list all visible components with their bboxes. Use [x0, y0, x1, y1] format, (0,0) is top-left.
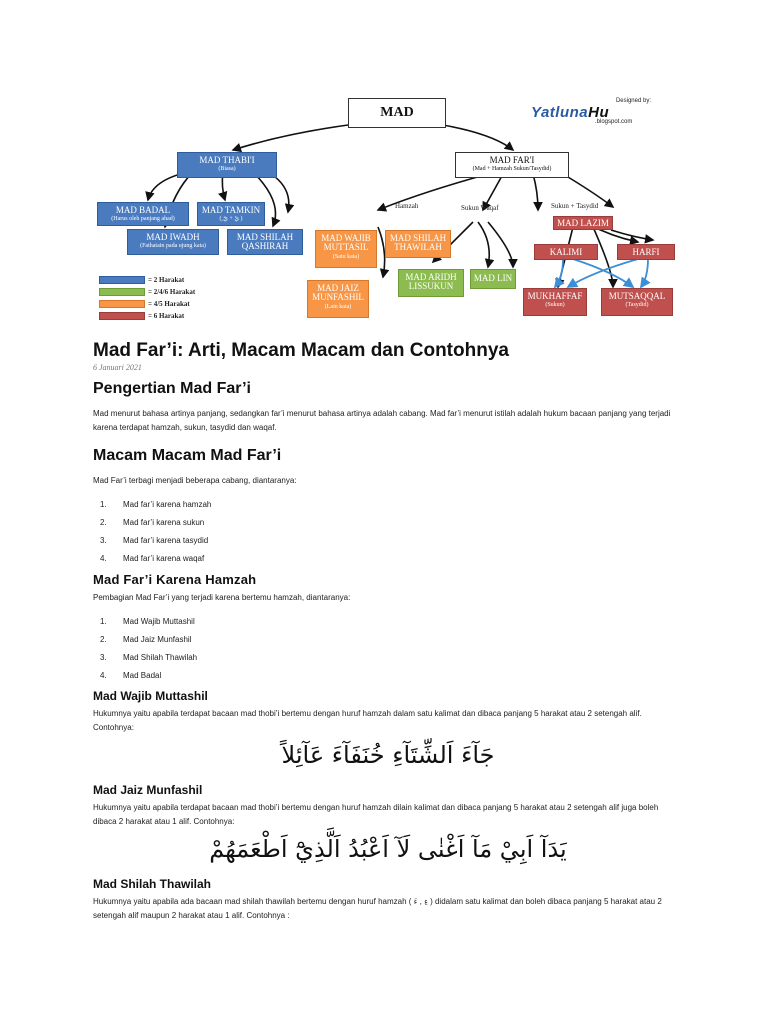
heading-jaiz: Mad Jaiz Munfashil — [93, 783, 203, 797]
edge-label-sukun-tasydid: Sukun + Tasydid — [551, 202, 599, 210]
node-kalimi — [534, 244, 598, 260]
list-text: Mad Badal — [123, 671, 162, 680]
legend-row — [99, 298, 195, 309]
legend-row — [99, 310, 195, 321]
brand-part-a: Yatluna — [531, 104, 589, 121]
list-item — [93, 518, 683, 536]
list-text: Mad Shilah Thawilah — [123, 653, 198, 662]
node-mad-wajib-muttasil — [315, 230, 377, 268]
macam-list — [93, 500, 683, 566]
node-mad-fari-sub: (Mad + Hamzah Sukun/Tasydid) — [472, 166, 552, 173]
node-mad-badal-sub: (Harus oleh panjang ahad) — [111, 216, 175, 223]
heading-hamzah: Mad Far’i Karena Hamzah — [93, 572, 257, 587]
list-number: 4. — [100, 554, 107, 563]
edge-label-sukun-waqaf: Sukun Waqaf — [461, 204, 499, 212]
node-mad-aridh-title: MAD ARIDH LISSUKUN — [405, 272, 457, 292]
macam-intro: Mad Far’i terbagi menjadi beberapa cabang, diantaranya: — [93, 476, 297, 485]
list-number: 1. — [100, 500, 107, 509]
node-harfi — [617, 244, 675, 260]
list-text: Mad far’i karena tasydid — [123, 536, 209, 545]
node-mad-lin — [470, 269, 516, 289]
list-item — [93, 554, 683, 566]
node-mad-badal-title: MAD BADAL — [115, 205, 171, 215]
node-mad-iwadh-title: MAD IWADH — [146, 232, 200, 242]
list-item — [93, 671, 683, 683]
node-mad-lazim-title: MAD LAZIM — [557, 218, 609, 228]
mad-root-node — [348, 98, 446, 128]
list-item — [93, 500, 683, 518]
node-mad-shilah-qashirah-title: MAD SHILAH QASHIRAH — [236, 232, 294, 252]
harakat-legend — [99, 274, 195, 322]
node-mad-thabii — [177, 152, 277, 178]
list-text: Mad far’i karena waqaf — [123, 554, 205, 563]
legend-label: = 4/5 Harakat — [148, 299, 190, 308]
node-harfi-title: HARFI — [632, 247, 660, 257]
hamzah-list — [93, 617, 683, 683]
legend-label: = 6 Harakat — [148, 311, 185, 320]
node-mad-tamkin-title: MAD TAMKIN — [201, 205, 261, 215]
legend-row — [99, 286, 195, 297]
list-text: Mad far’i karena sukun — [123, 518, 205, 527]
document-page — [93, 92, 683, 929]
wajib-arabic-example: جَآءَ اَلشِّتَآءِ خُنَفَآءَ عَآئِلاً — [281, 741, 495, 769]
list-number: 2. — [100, 518, 107, 527]
node-mad-tamkin — [197, 202, 265, 226]
list-item — [93, 536, 683, 554]
brand-part-b: Hu — [588, 104, 610, 121]
node-mutsaqqal-title: MUTSAQQAL — [608, 291, 666, 301]
node-mad-jaiz-munfashil — [307, 280, 369, 318]
brand-site: .blogspot.com — [595, 119, 633, 125]
node-mad-iwadh-sub: (Fathatain pada ujung kata) — [140, 243, 206, 250]
node-mad-shilah-qashirah — [227, 229, 303, 255]
node-kalimi-title: KALIMI — [549, 247, 583, 257]
article-date: 6 Januari 2021 — [93, 363, 142, 372]
list-text: Mad Jaiz Munfashil — [123, 635, 192, 644]
node-mad-thabii-title: MAD THABI'I — [199, 155, 255, 165]
list-number: 3. — [100, 536, 107, 545]
node-mad-thabii-sub: (Biasa) — [218, 166, 236, 173]
node-mad-shilah-thawilah — [385, 230, 451, 258]
legend-swatch-blue — [99, 276, 145, 284]
list-item — [93, 635, 683, 653]
wajib-paragraph: Hukumnya yaitu apabila terdapat bacaan mad thobi’i bertemu dengan huruf hamzah dalam satu kalimat dan dibaca panjang 5 harakat atau 2 setengah alif. Contohnya: — [93, 709, 642, 732]
node-mad-fari — [455, 152, 569, 178]
list-item — [93, 653, 683, 671]
list-text: Mad Wajib Muttashil — [123, 617, 195, 626]
designed-by-text: Designed by: — [615, 98, 651, 104]
node-mad-lazim — [553, 216, 613, 230]
heading-shilah: Mad Shilah Thawilah — [93, 877, 212, 891]
node-mad-shilah-thawilah-title: MAD SHILAH THAWILAH — [389, 233, 447, 253]
legend-row — [99, 274, 195, 285]
pengertian-paragraph: Mad menurut bahasa artinya panjang, sedangkan far’i menurut bahasa artinya adalah cabang. Mad far’i menurut istilah adalah hukum bacaan panjang yang terjadi karena terdapat hamzah, sukun, tasydid dan waqaf. — [93, 409, 671, 432]
mad-classification-diagram — [93, 92, 683, 325]
hamzah-intro: Pembagian Mad Far’i yang terjadi karena bertemu hamzah, diantaranya: — [93, 593, 351, 602]
heading-macam: Macam Macam Mad Far’i — [93, 447, 282, 464]
node-mad-badal — [97, 202, 189, 226]
jaiz-paragraph: Hukumnya yaitu apabila terdapat bacaan mad thobi’i bertemu dengan huruf hamzah dilain kalimat dan dibaca panjang 5 harakat atau 2 setengah alif juga boleh dibaca 2 harakat atau 1 alif. Contohnya: — [93, 803, 659, 826]
node-mad-aridh-lissukun — [398, 269, 464, 297]
node-mad-tamkin-sub: ( ِيْ + يّ ) — [219, 216, 243, 223]
node-mukhaffaf-sub: (Sukun) — [545, 302, 565, 309]
heading-wajib: Mad Wajib Muttashil — [93, 689, 208, 703]
legend-label: = 2 Harakat — [148, 275, 185, 284]
list-number: 1. — [100, 617, 107, 626]
legend-swatch-green — [99, 288, 145, 296]
node-mad-iwadh — [127, 229, 219, 255]
node-mad-lin-title: MAD LIN — [473, 273, 513, 283]
legend-swatch-orange — [99, 300, 145, 308]
edge-label-hamzah: Hamzah — [395, 202, 419, 210]
article-title: Mad Far’i: Arti, Macam Macam dan Contohnya — [93, 340, 509, 361]
list-number: 4. — [100, 671, 107, 680]
node-mukhaffaf-title: MUKHAFFAF — [527, 291, 583, 301]
node-mad-wajib-title: MAD WAJIB MUTTASIL — [321, 233, 371, 253]
shilah-paragraph: Hukumnya yaitu apabila ada bacaan mad shilah thawilah bertemu dengan huruf hamzah ( ءِ , ءَ ) didalam satu kalimat dan boleh dibaca panjang 5 harakat atau 2 setengah alif maupun 2 harakat atau 1 alif. Contohnya : — [93, 897, 662, 920]
mad-root-label: MAD — [380, 105, 414, 120]
list-text: Mad far’i karena hamzah — [123, 500, 212, 509]
node-mutsaqqal — [601, 288, 673, 316]
designer-credit — [531, 98, 681, 125]
legend-label: = 2/4/6 Harakat — [148, 287, 196, 296]
node-mad-wajib-sub: (Satu kata) — [332, 253, 360, 260]
node-mukhaffaf — [523, 288, 587, 316]
heading-pengertian: Pengertian Mad Far’i — [93, 380, 251, 397]
legend-swatch-red — [99, 312, 145, 320]
node-mad-jaiz-title: MAD JAIZ MUNFASHIL — [312, 283, 364, 303]
list-item — [93, 617, 683, 635]
node-mad-fari-title: MAD FAR'I — [489, 155, 535, 165]
list-number: 2. — [100, 635, 107, 644]
node-mutsaqqal-sub: (Tasydid) — [625, 302, 649, 309]
node-mad-jaiz-sub: (Lain kata) — [324, 303, 352, 310]
list-number: 3. — [100, 653, 107, 662]
jaiz-arabic-example: يَدَآ اَبِيْ مَآ اَغْنٰى لَآ اَعْبُدُ اَلَّذِيْٓ اَطْعَمَهُمْ — [209, 835, 567, 863]
